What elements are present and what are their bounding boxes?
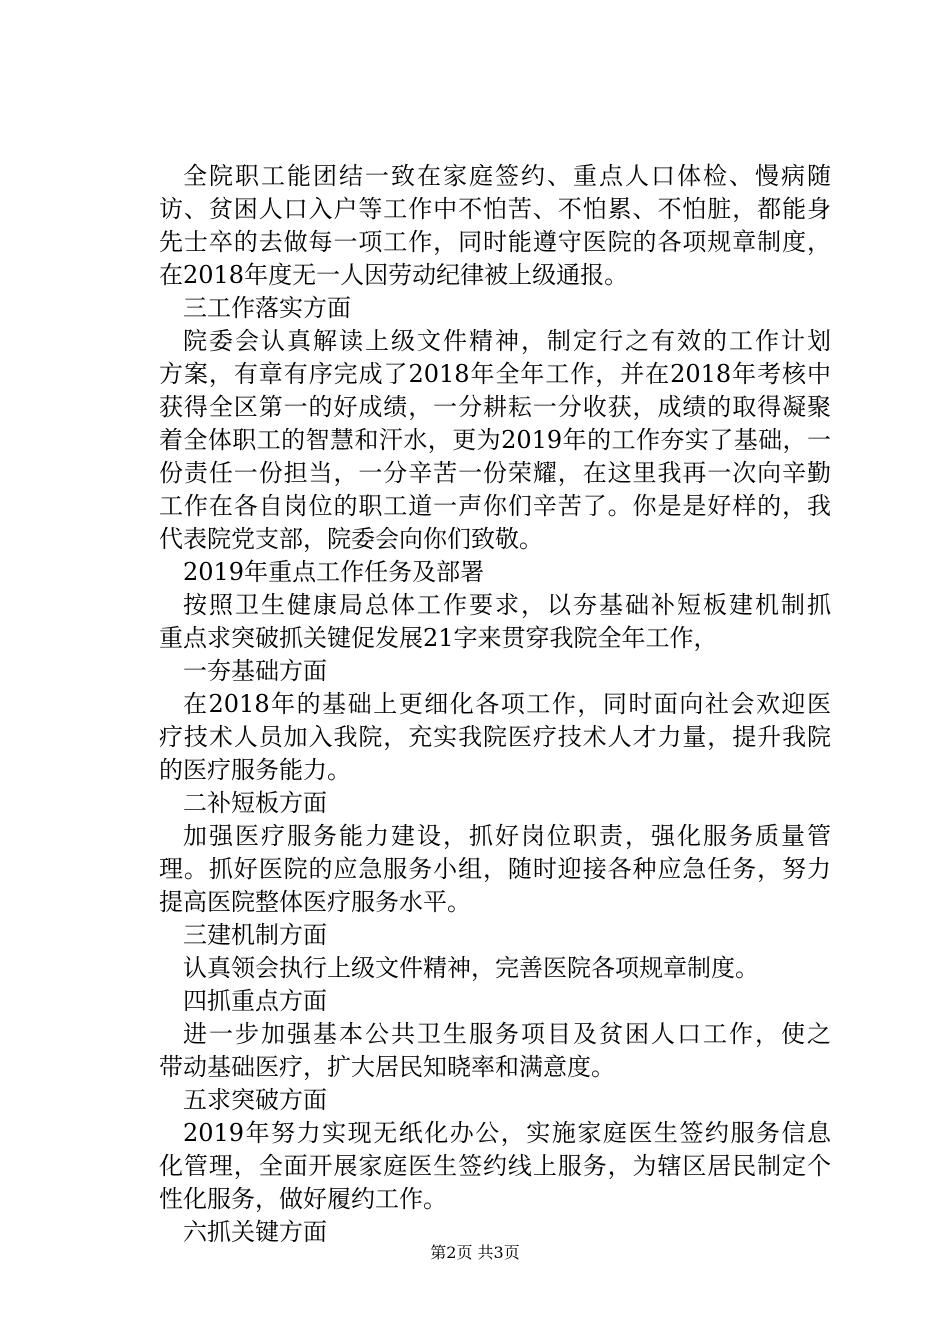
section-heading: 四抓重点方面 — [183, 987, 327, 1015]
paragraph-line: 在2018年的基础上更细化各项工作，同时面向社会欢迎医 — [183, 690, 831, 718]
paragraph-line: 的医疗服务能力。 — [159, 756, 351, 784]
paragraph-line: 认真领会执行上级文件精神，完善医院各项规章制度。 — [183, 954, 759, 982]
document-body — [159, 160, 831, 1249]
section-heading: 五求突破方面 — [183, 1086, 327, 1114]
paragraph-line: 院委会认真解读上级文件精神，制定行之有效的工作计划 — [183, 327, 831, 355]
paragraph-line: 代表院党支部，院委会向你们致敬。 — [159, 525, 543, 553]
paragraph-line: 加强医疗服务能力建设，抓好岗位职责，强化服务质量管 — [183, 822, 831, 850]
paragraph-line: 在2018年度无一人因劳动纪律被上级通报。 — [159, 261, 629, 289]
section-heading: 三建机制方面 — [183, 921, 327, 949]
section-heading: 六抓关键方面 — [183, 1218, 327, 1246]
paragraph-line: 2019年努力实现无纸化办公，实施家庭医生签约服务信息 — [183, 1119, 831, 1147]
paragraph-line: 方案，有章有序完成了2018年全年工作，并在2018年考核中 — [159, 360, 831, 388]
paragraph-line: 性化服务，做好履约工作。 — [159, 1185, 447, 1213]
paragraph-line: 获得全区第一的好成绩，一分耕耘一分收获，成绩的取得凝聚 — [159, 393, 831, 421]
paragraph-line: 工作在各自岗位的职工道一声你们辛苦了。你是是好样的，我 — [159, 492, 831, 520]
paragraph-line: 重点求突破抓关键促发展21字来贯穿我院全年工作， — [159, 624, 718, 652]
section-heading: 三工作落实方面 — [183, 294, 351, 322]
paragraph-line: 访、贫困人口入户等工作中不怕苦、不怕累、不怕脏，都能身 — [159, 195, 831, 223]
paragraph-line: 疗技术人员加入我院，充实我院医疗技术人才力量，提升我院 — [159, 723, 831, 751]
page-number-footer: 第2页 共3页 — [430, 1243, 520, 1262]
section-heading: 一夯基础方面 — [183, 657, 327, 685]
paragraph-line: 先士卒的去做每一项工作，同时能遵守医院的各项规章制度， — [159, 228, 831, 256]
paragraph-line: 理。抓好医院的应急服务小组，随时迎接各种应急任务，努力 — [159, 855, 831, 883]
paragraph-line: 着全体职工的智慧和汗水，更为2019年的工作夯实了基础，一 — [159, 426, 831, 454]
paragraph-line: 份责任一份担当，一分辛苦一份荣耀，在这里我再一次向辛勤 — [159, 459, 831, 487]
section-heading: 二补短板方面 — [183, 789, 327, 817]
paragraph-line: 全院职工能团结一致在家庭签约、重点人口体检、慢病随 — [183, 162, 831, 190]
paragraph-line: 按照卫生健康局总体工作要求，以夯基础补短板建机制抓 — [183, 591, 831, 619]
paragraph-line: 带动基础医疗，扩大居民知晓率和满意度。 — [159, 1053, 615, 1081]
section-heading: 2019年重点工作任务及部署 — [183, 558, 485, 586]
paragraph-line: 提高医院整体医疗服务水平。 — [159, 888, 471, 916]
paragraph-line: 化管理，全面开展家庭医生签约线上服务，为辖区居民制定个 — [159, 1152, 831, 1180]
paragraph-line: 进一步加强基本公共卫生服务项目及贫困人口工作，使之 — [183, 1020, 831, 1048]
